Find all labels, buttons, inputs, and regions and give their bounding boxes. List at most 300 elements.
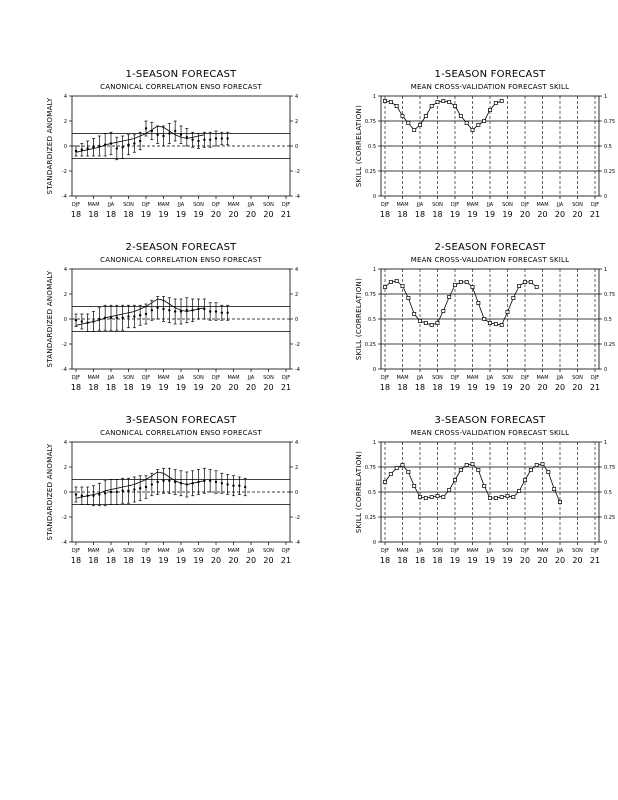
forecast-point [168,309,170,311]
forecast-point [81,149,83,151]
x-tick-label-season: DJF [450,375,460,381]
skill-point [389,280,392,283]
skill-point [529,468,532,471]
forecast-point [180,482,182,484]
forecast-point [127,315,129,317]
x-tick-label-season: MAM [227,548,240,554]
forecast-point [174,481,176,483]
x-tick-label-season: DJF [590,202,600,208]
y-axis-label: STANDARDIZED ANOMALY [46,97,54,195]
x-tick-label-season: DJF [590,548,600,554]
x-tick-label-season: SON [502,202,513,208]
x-tick-label-season: SON [432,375,443,381]
x-tick-label-season: JJA [556,548,564,554]
skill-point [418,319,421,322]
skill-point [401,114,404,117]
forecast-point [127,490,129,492]
x-tick-label-year: 19 [193,556,204,565]
skill-point [442,99,445,102]
x-tick-label-year: 20 [245,556,257,565]
chart-panel-5 [0,408,309,578]
forecast-point [116,491,118,493]
x-tick-label-year: 20 [210,383,222,392]
x-tick-label-year: 18 [397,210,408,219]
forecast-point [162,480,164,482]
x-tick-label-year: 19 [175,556,187,565]
x-tick-label-season: SON [193,548,204,554]
skill-point [500,323,503,326]
y-tick-label-right: -4 [295,367,300,373]
y-axis-label: SKILL (CORRELATION) [355,104,363,188]
forecast-point [221,312,223,314]
skill-point [383,480,386,483]
skill-point [430,495,433,498]
x-tick-label-year: 20 [572,383,583,392]
y-tick-label-right: 0 [295,144,299,150]
x-tick-label-season: JJA [107,375,115,381]
skill-point [506,310,509,313]
x-tick-label-year: 20 [537,210,548,219]
x-tick-label-year: 20 [210,556,222,565]
skill-point [488,496,491,499]
x-tick-label-season: SON [263,548,274,554]
x-tick-label-season: MAM [157,202,170,208]
x-tick-label-season: SON [572,548,583,554]
x-tick-label-year: 20 [228,556,239,565]
x-tick-label-season: DJF [281,375,291,381]
x-tick-label-year: 19 [158,556,169,565]
chart-panel-6 [309,408,618,578]
x-tick-label-year: 18 [105,210,117,219]
y-tick-label-right: 0.75 [604,292,616,298]
forecast-point [180,310,182,312]
x-tick-label-year: 18 [432,556,443,565]
forecast-point [151,309,153,311]
x-tick-label-year: 20 [263,210,274,219]
forecast-point [238,485,240,487]
x-tick-label-season: JJA [486,375,494,381]
x-tick-label-season: JJA [177,375,185,381]
x-tick-label-year: 18 [88,556,99,565]
x-tick-label-year: 18 [123,210,134,219]
skill-point [453,104,456,107]
x-tick-label-year: 19 [140,210,152,219]
skill-point [500,495,503,498]
chart-subtitle: CANONICAL CORRELATION ENSO FORECAST [100,429,262,437]
forecast-point [221,137,223,139]
forecast-point [215,310,217,312]
x-tick-label-year: 19 [175,210,187,219]
forecast-point [81,495,83,497]
skill-point [395,104,398,107]
x-tick-label-season: DJF [380,202,390,208]
x-tick-label-season: MAM [87,375,100,381]
x-tick-label-season: JJA [556,375,564,381]
forecast-point [121,146,123,148]
skill-point [436,100,439,103]
forecast-point [104,317,106,319]
y-tick-label-right: -2 [295,169,300,175]
x-tick-label-year: 18 [414,383,426,392]
y-tick-label-left: 2 [63,465,67,471]
forecast-point [203,139,205,141]
forecast-point [98,318,100,320]
y-tick-label-left: 0.25 [364,169,376,175]
forecast-point [209,480,211,482]
x-tick-label-season: DJF [520,202,530,208]
x-tick-label-season: SON [123,548,134,554]
forecast-point [145,313,147,315]
skill-point [401,284,404,287]
x-tick-label-season: SON [432,202,443,208]
x-tick-label-season: SON [572,375,583,381]
forecast-point [133,315,135,317]
chart-title: 1-SEASON FORECAST [434,69,546,80]
y-tick-label-left: 0.5 [368,490,376,496]
forecast-point [98,493,100,495]
x-tick-label-year: 18 [414,556,426,565]
forecast-point [116,317,118,319]
x-tick-label-year: 20 [210,210,222,219]
x-tick-label-year: 20 [519,556,531,565]
x-tick-label-season: DJF [211,548,221,554]
skill-point [512,495,515,498]
x-tick-label-season: JJA [107,202,115,208]
skill-point [494,101,497,104]
x-tick-label-year: 20 [572,556,583,565]
x-tick-label-year: 18 [105,556,117,565]
y-tick-label-left: 4 [63,440,67,446]
y-tick-label-left: 0 [63,317,67,323]
y-tick-label-right: 0.25 [604,169,616,175]
y-tick-label-left: 0.5 [368,317,376,323]
forecast-point [186,309,188,311]
skill-point [459,114,462,117]
skill-point [471,462,474,465]
forecast-point [191,309,193,311]
skill-point [453,478,456,481]
skill-point [459,468,462,471]
x-tick-label-year: 19 [467,383,478,392]
y-tick-label-left: 0.75 [364,465,376,471]
x-tick-label-year: 18 [105,383,117,392]
x-tick-label-year: 20 [245,383,257,392]
x-tick-label-year: 19 [484,210,496,219]
forecast-point [191,139,193,141]
skill-point [442,309,445,312]
y-tick-label-left: 1 [372,267,376,273]
skill-point [395,279,398,282]
forecast-point [180,134,182,136]
x-tick-label-season: JJA [416,375,424,381]
x-tick-label-season: SON [572,202,583,208]
x-tick-label-season: MAM [87,548,100,554]
y-tick-label-left: 1 [372,440,376,446]
skill-point [523,280,526,283]
forecast-point [75,150,77,152]
skill-point [413,312,416,315]
x-tick-label-year: 18 [414,210,426,219]
forecast-point [156,134,158,136]
skill-point [553,487,556,490]
forecast-point [145,127,147,129]
skill-point [407,121,410,124]
forecast-point [133,142,135,144]
skill-point [395,466,398,469]
x-tick-label-season: DJF [380,548,390,554]
skill-point [413,128,416,131]
x-tick-label-year: 19 [158,210,169,219]
x-tick-label-year: 18 [70,210,82,219]
y-tick-label-right: 1 [604,267,608,273]
y-tick-label-left: 0.25 [364,515,376,521]
forecast-point [139,487,141,489]
y-tick-label-right: 4 [295,440,299,446]
skill-point [424,496,427,499]
skill-point [465,463,468,466]
x-tick-label-year: 18 [88,383,99,392]
x-tick-label-season: MAM [536,375,549,381]
skill-point [436,494,439,497]
forecast-point [191,482,193,484]
skill-point [424,114,427,117]
forecast-point [186,483,188,485]
x-tick-label-season: SON [263,202,274,208]
chart-subtitle: MEAN CROSS-VALIDATION FORECAST SKILL [410,429,570,437]
skill-point [448,100,451,103]
chart-subtitle: CANONICAL CORRELATION ENSO FORECAST [100,256,262,264]
skill-point [424,321,427,324]
y-tick-label-left: -2 [62,169,67,175]
x-tick-label-year: 20 [228,383,239,392]
x-tick-label-year: 21 [589,210,601,219]
skill-point [465,121,468,124]
chart-svg [0,62,309,232]
x-tick-label-season: MAM [536,548,549,554]
x-tick-label-season: MAM [536,202,549,208]
x-tick-label-season: DJF [450,548,460,554]
x-tick-label-year: 18 [379,383,391,392]
forecast-point [121,317,123,319]
y-tick-label-left: 2 [63,292,67,298]
y-tick-label-left: -4 [62,194,67,200]
x-tick-label-year: 20 [572,210,583,219]
x-tick-label-year: 20 [263,556,274,565]
y-tick-label-right: 0 [604,540,608,546]
y-tick-label-right: 0.5 [604,144,612,150]
x-tick-label-year: 19 [158,383,169,392]
x-tick-label-year: 18 [397,383,408,392]
skill-point [477,301,480,304]
y-tick-label-right: 0 [295,490,299,496]
x-tick-label-year: 18 [123,556,134,565]
forecast-point [174,310,176,312]
x-tick-label-year: 20 [263,383,274,392]
skill-point [558,500,561,503]
chart-title: 2-SEASON FORECAST [434,242,546,253]
x-tick-label-year: 20 [554,210,566,219]
skill-point [488,321,491,324]
y-tick-label-right: 1 [604,440,608,446]
x-tick-label-season: MAM [396,202,409,208]
skill-point [459,280,462,283]
forecast-point [156,481,158,483]
x-tick-label-season: DJF [71,548,81,554]
x-tick-label-year: 19 [484,383,496,392]
y-axis-label: STANDARDIZED ANOMALY [46,270,54,368]
x-tick-label-year: 18 [70,556,82,565]
y-tick-label-left: 0.75 [364,292,376,298]
x-tick-label-year: 20 [537,556,548,565]
y-tick-label-right: 2 [295,119,299,125]
skill-point [541,462,544,465]
x-tick-label-year: 18 [88,210,99,219]
x-tick-label-year: 20 [519,210,531,219]
x-tick-label-year: 21 [280,556,292,565]
forecast-point [197,308,199,310]
x-tick-label-year: 19 [502,383,513,392]
forecast-point [203,308,205,310]
x-tick-label-year: 19 [467,556,478,565]
x-tick-label-year: 19 [484,556,496,565]
y-tick-label-right: 0 [295,317,299,323]
y-tick-label-right: -2 [295,342,300,348]
y-tick-label-left: 2 [63,119,67,125]
x-tick-label-season: JJA [107,548,115,554]
chart-panel-4 [309,235,618,405]
x-tick-label-season: JJA [247,202,255,208]
forecast-point [197,481,199,483]
x-tick-label-season: JJA [247,375,255,381]
x-tick-label-year: 20 [537,383,548,392]
skill-point [448,488,451,491]
forecast-point [156,307,158,309]
forecast-point [168,132,170,134]
x-tick-label-season: SON [123,375,134,381]
x-tick-label-season: DJF [211,202,221,208]
y-tick-label-right: 0 [604,367,608,373]
x-tick-label-season: JJA [177,548,185,554]
y-tick-label-right: 4 [295,267,299,273]
chart-title: 3-SEASON FORECAST [125,415,237,426]
chart-panel-3 [0,235,309,405]
y-tick-label-left: 0.25 [364,342,376,348]
skill-point [430,104,433,107]
y-tick-label-right: 0.75 [604,465,616,471]
chart-panel-1 [0,62,309,232]
forecast-point [104,492,106,494]
skill-point [506,494,509,497]
y-axis-label: SKILL (CORRELATION) [355,277,363,361]
forecast-point [110,317,112,319]
x-tick-label-year: 18 [397,556,408,565]
x-tick-label-season: DJF [380,375,390,381]
forecast-point [162,135,164,137]
forecast-point [151,483,153,485]
x-tick-label-year: 18 [432,210,443,219]
x-tick-label-season: MAM [466,375,479,381]
y-tick-label-left: 0 [372,367,376,373]
x-tick-label-year: 20 [245,210,257,219]
skill-point [535,463,538,466]
skill-point [483,119,486,122]
skill-point [436,321,439,324]
x-tick-label-year: 18 [123,383,134,392]
forecast-point [186,136,188,138]
y-tick-label-left: -4 [62,367,67,373]
forecast-point [203,480,205,482]
skill-point [418,123,421,126]
x-tick-label-season: SON [193,202,204,208]
x-tick-label-season: JJA [177,202,185,208]
x-tick-label-year: 19 [193,210,204,219]
y-tick-label-right: 0 [604,194,608,200]
skill-point [413,484,416,487]
forecast-point [92,495,94,497]
x-tick-label-season: DJF [281,548,291,554]
x-tick-label-season: MAM [227,375,240,381]
y-tick-label-right: 0.5 [604,490,612,496]
skill-point [547,470,550,473]
skill-point [529,280,532,283]
y-axis-label: STANDARDIZED ANOMALY [46,443,54,541]
forecast-point [232,485,234,487]
x-tick-label-season: JJA [247,548,255,554]
x-tick-label-season: MAM [396,375,409,381]
x-tick-label-year: 19 [193,383,204,392]
x-tick-label-year: 20 [554,556,566,565]
skill-point [389,472,392,475]
y-tick-label-right: -4 [295,540,300,546]
forecast-point [116,147,118,149]
forecast-point [215,137,217,139]
x-tick-label-season: SON [502,375,513,381]
skill-point [401,463,404,466]
forecast-point [86,495,88,497]
y-tick-label-left: 0 [372,194,376,200]
x-tick-label-season: MAM [466,548,479,554]
skill-point [471,128,474,131]
skill-point [418,495,421,498]
forecast-point [197,140,199,142]
skill-point [483,484,486,487]
forecast-point [209,139,211,141]
skill-point [477,468,480,471]
x-tick-label-year: 18 [379,556,391,565]
skill-point [383,285,386,288]
x-tick-label-year: 20 [228,210,239,219]
x-tick-label-season: MAM [466,202,479,208]
skill-point [477,123,480,126]
forecast-point [226,312,228,314]
forecast-point [139,314,141,316]
forecast-point [145,486,147,488]
y-tick-label-left: -2 [62,342,67,348]
forecast-point [151,130,153,132]
y-tick-label-left: 0.5 [368,144,376,150]
skill-point [488,108,491,111]
forecast-point [104,144,106,146]
skill-point [407,470,410,473]
skill-point [494,322,497,325]
chart-subtitle: CANONICAL CORRELATION ENSO FORECAST [100,83,262,91]
forecast-point [139,140,141,142]
x-tick-label-season: SON [263,375,274,381]
x-tick-label-season: DJF [450,202,460,208]
x-tick-label-season: JJA [486,202,494,208]
chart-svg [0,408,309,578]
skill-point [407,296,410,299]
